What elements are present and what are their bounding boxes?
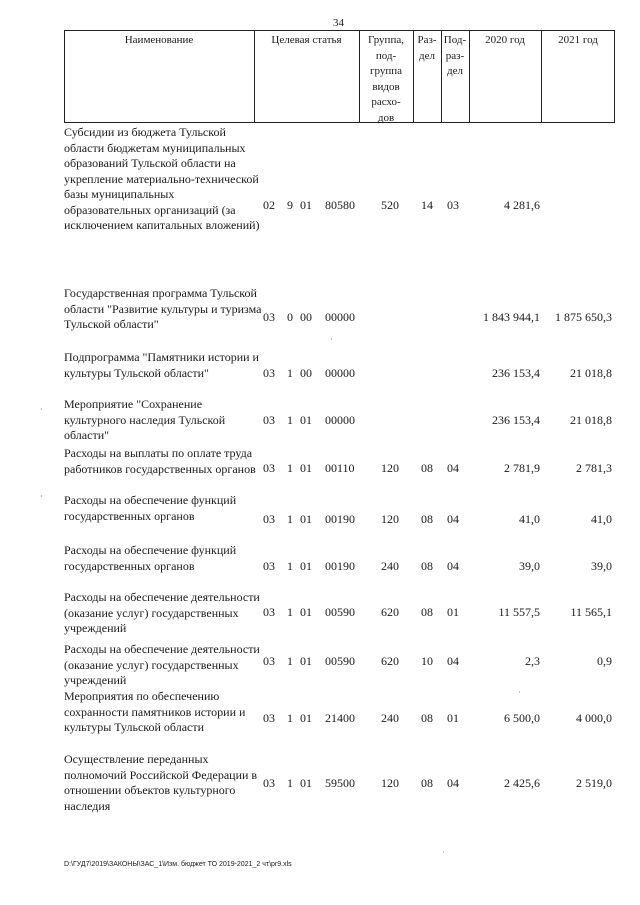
- header-2021: 2021 год: [558, 34, 598, 46]
- row-name: Субсидии из бюджета Тульской области бюджетам муниципальных образований Тульской области на укрепление материально-технической базы муниципальных образовательных организаций (за исключением капитальных вложений): [64, 125, 260, 232]
- header-podrazdel: Под- раз- дел: [443, 34, 467, 77]
- scan-speck: ·: [442, 848, 445, 857]
- cell-group: 240: [381, 559, 399, 573]
- cell-cs3: 01: [300, 512, 312, 526]
- cell-group: 620: [381, 605, 399, 619]
- cell-cs2: 1: [287, 605, 293, 619]
- row-name: Расходы на обеспечение деятельности (оказание услуг) государственных учреждений: [64, 590, 260, 635]
- cell-podrazdel: 04: [447, 559, 459, 573]
- cell-cs2: 1: [287, 654, 293, 668]
- cell-cs1: 03: [263, 776, 275, 790]
- cell-y2020: 236 153,4: [492, 366, 540, 380]
- cell-y2021: 0,9: [597, 654, 612, 668]
- cell-group: 120: [381, 776, 399, 790]
- cell-group: 520: [381, 198, 399, 212]
- cell-y2021: 41,0: [591, 512, 612, 526]
- row-name: Расходы на обеспечение деятельности (оказание услуг) государственных учреждений: [64, 642, 260, 687]
- header-divider: [413, 30, 414, 123]
- cell-cs2: 1: [287, 366, 293, 380]
- cell-cs1: 03: [263, 711, 275, 725]
- cell-y2021: 21 018,8: [570, 413, 612, 427]
- cell-group: 120: [381, 512, 399, 526]
- cell-cs2: 1: [287, 413, 293, 427]
- cell-razdel: 08: [421, 711, 433, 725]
- cell-cs4: 00000: [325, 413, 355, 427]
- cell-y2020: 11 557,5: [498, 605, 540, 619]
- cell-y2021: 11 565,1: [570, 605, 612, 619]
- cell-razdel: 10: [421, 654, 433, 668]
- cell-podrazdel: 03: [447, 198, 459, 212]
- scan-speck: ·: [40, 405, 43, 414]
- cell-cs3: 01: [300, 605, 312, 619]
- cell-razdel: 08: [421, 512, 433, 526]
- cell-y2021: 21 018,8: [570, 366, 612, 380]
- cell-cs1: 03: [263, 512, 275, 526]
- header-name: Наименование: [124, 34, 194, 46]
- cell-podrazdel: 04: [447, 776, 459, 790]
- cell-cs2: 1: [287, 559, 293, 573]
- cell-cs4: 80580: [325, 198, 355, 212]
- scan-speck: ·: [330, 335, 333, 344]
- cell-cs1: 03: [263, 559, 275, 573]
- row-name: Расходы на обеспечение функций государственных органов: [64, 543, 237, 573]
- cell-cs4: 00590: [325, 654, 355, 668]
- row-name: Расходы на выплаты по оплате труда работников государственных органов: [64, 446, 256, 476]
- cell-cs4: 00190: [325, 512, 355, 526]
- row-name: Расходы на обеспечение функций государственных органов: [64, 493, 237, 523]
- cell-podrazdel: 04: [447, 461, 459, 475]
- cell-y2021: 4 000,0: [576, 711, 612, 725]
- cell-cs2: 1: [287, 776, 293, 790]
- cell-cs3: 01: [300, 559, 312, 573]
- cell-y2021: 2 519,0: [576, 776, 612, 790]
- cell-y2020: 39,0: [519, 559, 540, 573]
- cell-y2021: 2 781,3: [576, 461, 612, 475]
- row-name: Государственная программа Тульской области "Развитие культуры и туризма Тульской области": [64, 286, 262, 331]
- cell-cs1: 02: [263, 198, 275, 212]
- cell-razdel: 08: [421, 605, 433, 619]
- cell-podrazdel: 01: [447, 605, 459, 619]
- cell-razdel: 08: [421, 461, 433, 475]
- cell-cs2: 1: [287, 512, 293, 526]
- cell-cs2: 9: [287, 198, 293, 212]
- cell-cs2: 1: [287, 711, 293, 725]
- cell-y2020: 2 425,6: [504, 776, 540, 790]
- scan-speck: ·: [40, 492, 43, 501]
- cell-cs1: 03: [263, 605, 275, 619]
- cell-group: 120: [381, 461, 399, 475]
- cell-cs2: 1: [287, 461, 293, 475]
- cell-cs4: 00000: [325, 310, 355, 324]
- cell-cs4: 00590: [325, 605, 355, 619]
- cell-cs2: 0: [287, 310, 293, 324]
- header-razdel: Раз- дел: [417, 34, 437, 62]
- table-header: [64, 30, 615, 123]
- cell-razdel: 08: [421, 559, 433, 573]
- cell-podrazdel: 04: [447, 654, 459, 668]
- row-name: Мероприятие "Сохранение культурного наследия Тульской области": [64, 397, 226, 442]
- cell-razdel: 14: [421, 198, 433, 212]
- cell-y2020: 41,0: [519, 512, 540, 526]
- cell-y2020: 2 781,9: [504, 461, 540, 475]
- cell-group: 620: [381, 654, 399, 668]
- cell-cs3: 01: [300, 461, 312, 475]
- cell-y2020: 236 153,4: [492, 413, 540, 427]
- cell-cs3: 00: [300, 366, 312, 380]
- cell-podrazdel: 01: [447, 711, 459, 725]
- cell-cs1: 03: [263, 366, 275, 380]
- cell-y2021: 39,0: [591, 559, 612, 573]
- cell-y2020: 6 500,0: [504, 711, 540, 725]
- cell-y2020: 4 281,6: [504, 198, 540, 212]
- cell-podrazdel: 04: [447, 512, 459, 526]
- cell-cs1: 03: [263, 654, 275, 668]
- header-group: Группа, под- группа видов расхо- дов: [368, 34, 404, 124]
- header-target: Целевая статья: [271, 34, 342, 46]
- cell-cs3: 01: [300, 711, 312, 725]
- header-divider: [441, 30, 442, 123]
- cell-cs3: 01: [300, 413, 312, 427]
- page-number: 34: [333, 17, 344, 29]
- cell-cs4: 59500: [325, 776, 355, 790]
- header-divider: [359, 30, 360, 123]
- cell-group: 240: [381, 711, 399, 725]
- cell-cs3: 00: [300, 310, 312, 324]
- header-2020: 2020 год: [485, 34, 525, 46]
- cell-y2020: 2,3: [525, 654, 540, 668]
- cell-cs3: 01: [300, 198, 312, 212]
- cell-y2020: 1 843 944,1: [483, 310, 540, 324]
- cell-cs1: 03: [263, 413, 275, 427]
- cell-cs4: 00000: [325, 366, 355, 380]
- row-name: Осуществление переданных полномочий Российской Федерации в отношении объектов культурного наследия: [64, 752, 258, 813]
- file-path-footer: D:\ГУД7\2019\ЗАКОНЫ\ЗАС_1\Изм. бюджет ТО 2019-2021_2 чт\рr9.xls: [64, 861, 292, 868]
- scan-speck: ·: [518, 688, 521, 697]
- row-name: Подпрограмма "Памятники истории и культуры Тульской области": [64, 350, 259, 380]
- cell-cs1: 03: [263, 310, 275, 324]
- cell-cs3: 01: [300, 776, 312, 790]
- cell-cs4: 21400: [325, 711, 355, 725]
- cell-y2021: 1 875 650,3: [555, 310, 612, 324]
- row-name: Мероприятия по обеспечению сохранности памятников истории и культуры Тульской области: [64, 689, 246, 734]
- cell-cs4: 00190: [325, 559, 355, 573]
- cell-cs1: 03: [263, 461, 275, 475]
- cell-cs4: 00110: [325, 461, 355, 475]
- cell-razdel: 08: [421, 776, 433, 790]
- cell-cs3: 01: [300, 654, 312, 668]
